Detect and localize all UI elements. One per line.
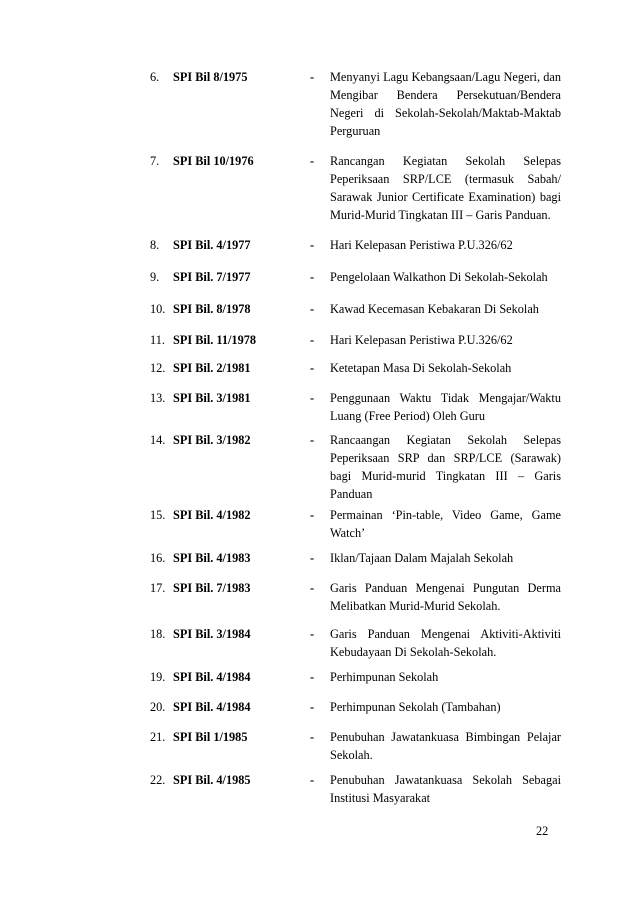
separator-dash: -: [310, 154, 315, 168]
separator-dash: -: [310, 302, 315, 316]
circular-title: Pengelolaan Walkathon Di Sekolah-Sekolah: [330, 270, 548, 284]
circular-title: Penggunaan Waktu Tidak Mengajar/Waktu Luang (Free Period) Oleh Guru: [330, 391, 561, 423]
circular-reference: SPI Bil. 2/1981: [173, 361, 251, 375]
list-item: [150, 68, 565, 140]
circular-reference: SPI Bil 1/1985: [173, 730, 248, 744]
list-item: [150, 389, 565, 425]
item-number: 6.: [150, 70, 160, 84]
circular-title: Permainan ‘Pin-table, Video Game, Game Watch’: [330, 508, 561, 540]
item-number: 14.: [150, 433, 166, 447]
circular-title: Garis Panduan Mengenai Pungutan Derma Melibatkan Murid-Murid Sekolah.: [330, 581, 561, 613]
list-item: [150, 300, 565, 318]
circular-reference: SPI Bil. 3/1981: [173, 391, 251, 405]
circular-reference: SPI Bil. 4/1983: [173, 551, 251, 565]
separator-dash: -: [310, 270, 315, 284]
list-item: [150, 668, 565, 686]
item-number: 15.: [150, 508, 166, 522]
circular-reference: SPI Bil. 4/1982: [173, 508, 251, 522]
circular-title: Ketetapan Masa Di Sekolah-Sekolah: [330, 361, 512, 375]
circular-title: Hari Kelepasan Peristiwa P.U.326/62: [330, 333, 513, 347]
separator-dash: -: [310, 627, 315, 641]
circular-title: Perhimpunan Sekolah (Tambahan): [330, 700, 501, 714]
circular-reference: SPI Bil. 7/1977: [173, 270, 251, 284]
list-item: [150, 698, 565, 716]
item-number: 11.: [150, 333, 165, 347]
list-item: [150, 771, 565, 807]
separator-dash: -: [310, 433, 315, 447]
separator-dash: -: [310, 581, 315, 595]
list-item: [150, 152, 565, 224]
separator-dash: -: [310, 391, 315, 405]
circular-reference: SPI Bil. 4/1984: [173, 670, 251, 684]
item-number: 7.: [150, 154, 160, 168]
separator-dash: -: [310, 333, 315, 347]
item-number: 12.: [150, 361, 166, 375]
item-number: 9.: [150, 270, 160, 284]
circular-title: Rancaangan Kegiatan Sekolah Selepas Peperiksaan SRP dan SRP/LCE (Sarawak) bagi Murid-murid Tingkatan III – Garis Panduan: [330, 433, 561, 501]
separator-dash: -: [310, 730, 315, 744]
circular-reference: SPI Bil. 4/1977: [173, 238, 251, 252]
item-number: 22.: [150, 773, 166, 787]
separator-dash: -: [310, 670, 315, 684]
list-item: [150, 549, 565, 567]
circular-title: Perhimpunan Sekolah: [330, 670, 439, 684]
circular-title: Iklan/Tajaan Dalam Majalah Sekolah: [330, 551, 514, 565]
separator-dash: -: [310, 361, 315, 375]
list-item: [150, 728, 565, 764]
list-item: [150, 359, 565, 377]
circular-reference: SPI Bil. 8/1978: [173, 302, 251, 316]
separator-dash: -: [310, 70, 315, 84]
circular-title: Garis Panduan Mengenai Aktiviti-Aktiviti Kebudayaan Di Sekolah-Sekolah.: [330, 627, 561, 659]
circular-reference: SPI Bil. 7/1983: [173, 581, 251, 595]
list-item: [150, 625, 565, 661]
list-item: [150, 236, 565, 254]
separator-dash: -: [310, 551, 315, 565]
list-item: [150, 579, 565, 615]
circular-reference: SPI Bil 10/1976: [173, 154, 254, 168]
circular-reference: SPI Bil. 3/1984: [173, 627, 251, 641]
circular-title: Kawad Kecemasan Kebakaran Di Sekolah: [330, 302, 539, 316]
item-number: 20.: [150, 700, 166, 714]
circular-reference: SPI Bil 8/1975: [173, 70, 248, 84]
item-number: 8.: [150, 238, 160, 252]
item-number: 18.: [150, 627, 166, 641]
item-number: 21.: [150, 730, 166, 744]
list-item: [150, 268, 565, 286]
circular-title: Rancangan Kegiatan Sekolah Selepas Peperiksaan SRP/LCE (termasuk Sabah/ Sarawak Junior Certificate Examination) bagi Murid-Murid Tingkatan III – Garis Panduan.: [330, 154, 561, 222]
list-item: [150, 506, 565, 542]
separator-dash: -: [310, 238, 315, 252]
circular-reference: SPI Bil. 4/1984: [173, 700, 251, 714]
item-number: 17.: [150, 581, 166, 595]
circular-title: Penubuhan Jawatankuasa Bimbingan Pelajar Sekolah.: [330, 730, 561, 762]
separator-dash: -: [310, 508, 315, 522]
item-number: 16.: [150, 551, 166, 565]
circular-title: Penubuhan Jawatankuasa Sekolah Sebagai Institusi Masyarakat: [330, 773, 561, 805]
circular-title: Hari Kelepasan Peristiwa P.U.326/62: [330, 238, 513, 252]
item-number: 19.: [150, 670, 166, 684]
item-number: 13.: [150, 391, 166, 405]
list-item: [150, 431, 565, 503]
page-number: 22: [536, 824, 549, 838]
circular-title: Menyanyi Lagu Kebangsaan/Lagu Negeri, dan Mengibar Bendera Persekutuan/Bendera Negeri di Sekolah-Sekolah/Maktab-Maktab Perguruan: [330, 70, 561, 138]
separator-dash: -: [310, 700, 315, 714]
separator-dash: -: [310, 773, 315, 787]
circular-reference: SPI Bil. 4/1985: [173, 773, 251, 787]
list-item: [150, 331, 565, 349]
circular-reference: SPI Bil. 11/1978: [173, 333, 257, 347]
item-number: 10.: [150, 302, 166, 316]
circular-reference: SPI Bil. 3/1982: [173, 433, 251, 447]
